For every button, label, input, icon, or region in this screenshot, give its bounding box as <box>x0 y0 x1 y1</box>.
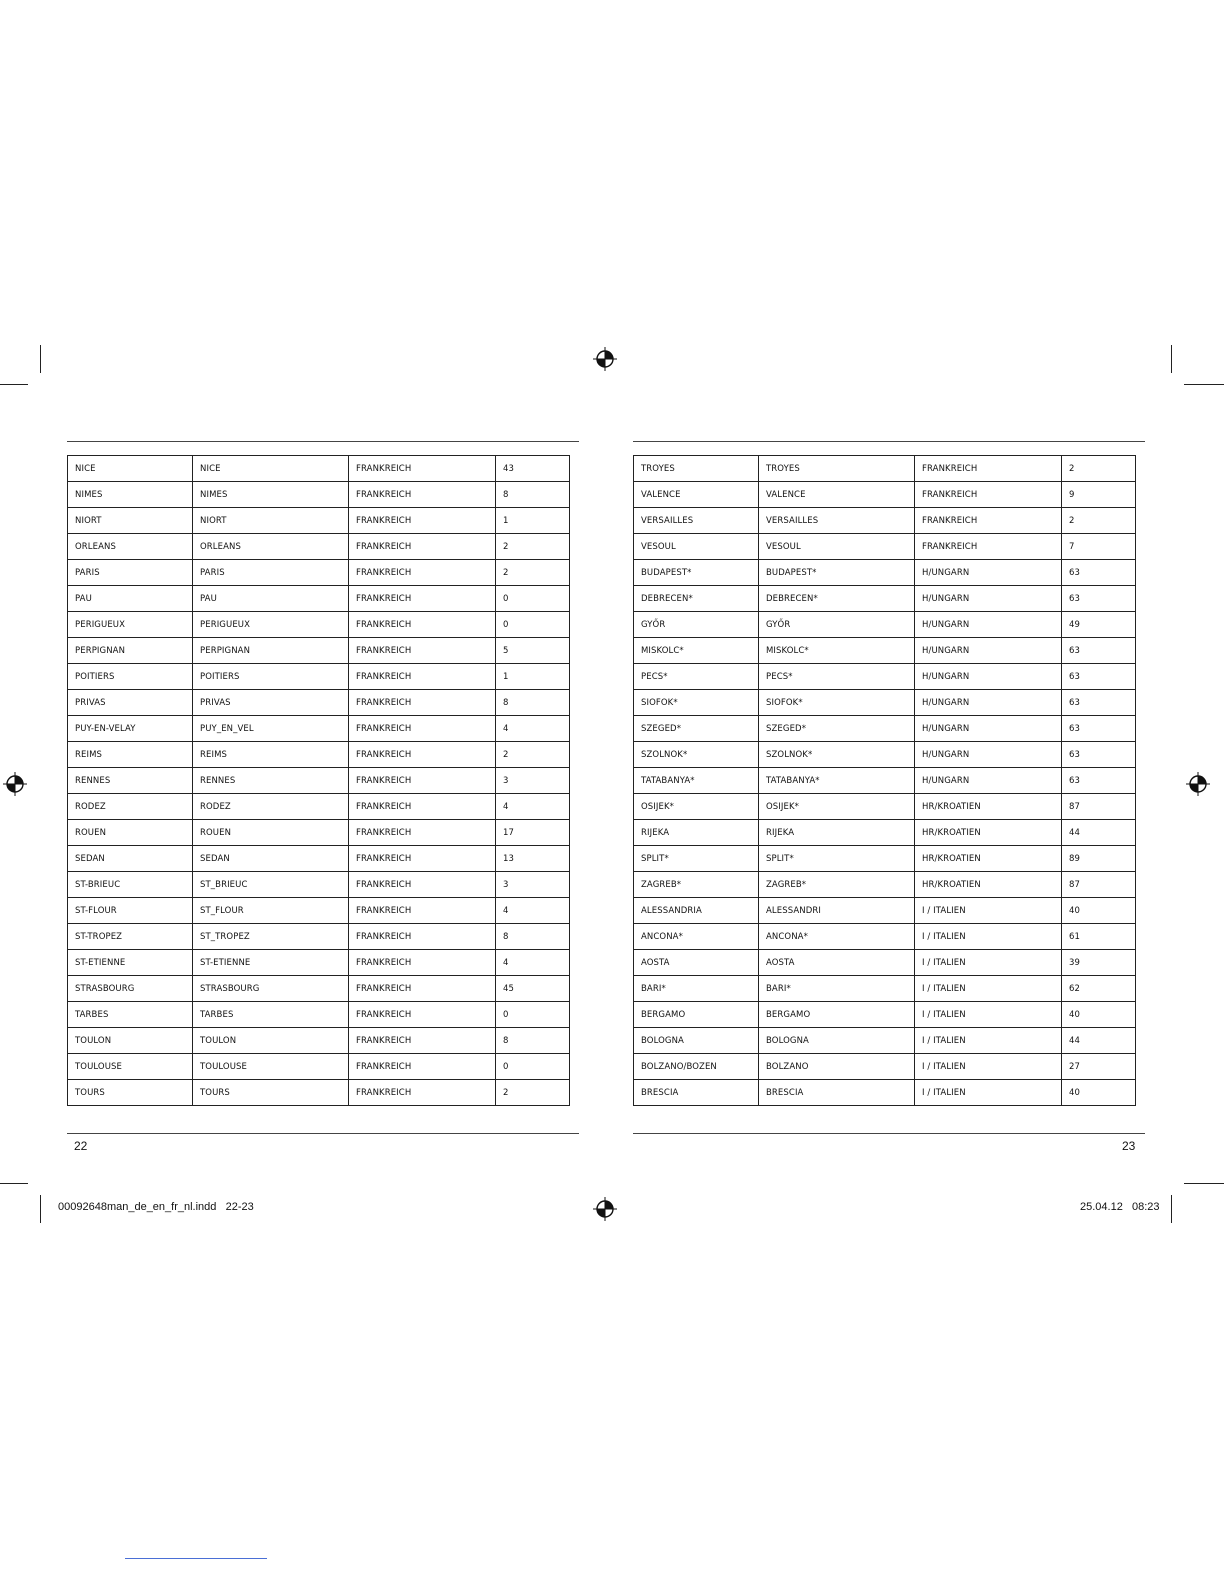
cell-city-name: STRASBOURG <box>68 976 193 1002</box>
cell-city-name: TARBES <box>68 1002 193 1028</box>
cell-value: 8 <box>496 924 570 950</box>
table-row <box>634 456 1136 482</box>
cell-city-name: GYŐR <box>634 612 759 638</box>
cell-city-code: TATABANYA* <box>759 768 915 794</box>
cell-value: 63 <box>1062 586 1136 612</box>
cell-city-name: ST-ETIENNE <box>68 950 193 976</box>
left-city-table <box>67 455 570 1106</box>
cell-country: FRANKREICH <box>349 1054 496 1080</box>
cell-city-name: PERIGUEUX <box>68 612 193 638</box>
cell-city-name: ST-TROPEZ <box>68 924 193 950</box>
cell-value: 1 <box>496 664 570 690</box>
cell-value: 45 <box>496 976 570 1002</box>
cell-city-code: ST_BRIEUC <box>193 872 349 898</box>
table-row <box>634 508 1136 534</box>
table-row <box>634 924 1136 950</box>
table-row <box>68 924 570 950</box>
table-row <box>68 508 570 534</box>
table-row <box>634 612 1136 638</box>
cell-value: 4 <box>496 950 570 976</box>
cell-city-name: BERGAMO <box>634 1002 759 1028</box>
cell-city-name: POITIERS <box>68 664 193 690</box>
cell-city-name: VESOUL <box>634 534 759 560</box>
table-row <box>68 950 570 976</box>
cell-city-name: TROYES <box>634 456 759 482</box>
cell-city-code: NIORT <box>193 508 349 534</box>
cell-city-code: SIOFOK* <box>759 690 915 716</box>
cell-city-code: REIMS <box>193 742 349 768</box>
cell-value: 40 <box>1062 1080 1136 1106</box>
cell-country: I / ITALIEN <box>915 1054 1062 1080</box>
cell-city-code: TARBES <box>193 1002 349 1028</box>
table-row <box>634 820 1136 846</box>
cell-city-code: SPLIT* <box>759 846 915 872</box>
table-row <box>634 1080 1136 1106</box>
cell-country: FRANKREICH <box>349 664 496 690</box>
cell-city-code: BUDAPEST* <box>759 560 915 586</box>
table-row <box>68 846 570 872</box>
cell-city-code: RENNES <box>193 768 349 794</box>
cell-city-code: PAU <box>193 586 349 612</box>
cell-country: FRANKREICH <box>349 1002 496 1028</box>
cell-country: H/UNGARN <box>915 664 1062 690</box>
cell-country: H/UNGARN <box>915 768 1062 794</box>
right-page-top-rule <box>633 441 1145 442</box>
table-row <box>68 664 570 690</box>
table-row <box>68 768 570 794</box>
cell-country: FRANKREICH <box>915 456 1062 482</box>
cell-country: FRANKREICH <box>349 612 496 638</box>
crop-mark-top-right <box>1171 345 1172 373</box>
cell-city-code: PARIS <box>193 560 349 586</box>
cell-city-name: SZOLNOK* <box>634 742 759 768</box>
cell-city-code: OSIJEK* <box>759 794 915 820</box>
cell-value: 87 <box>1062 794 1136 820</box>
cell-city-code: BARI* <box>759 976 915 1002</box>
cell-city-code: PUY_EN_VEL <box>193 716 349 742</box>
table-row <box>634 898 1136 924</box>
cell-value: 1 <box>496 508 570 534</box>
cell-city-code: ORLEANS <box>193 534 349 560</box>
cell-city-name: BOLZANO/BOZEN <box>634 1054 759 1080</box>
table-row <box>634 716 1136 742</box>
table-row <box>68 612 570 638</box>
cell-value: 0 <box>496 1054 570 1080</box>
cell-country: HR/KROATIEN <box>915 794 1062 820</box>
cell-country: FRANKREICH <box>349 1080 496 1106</box>
cell-value: 2 <box>496 742 570 768</box>
right-page-number: 23 <box>1122 1139 1136 1153</box>
cell-country: FRANKREICH <box>349 482 496 508</box>
cell-city-code: BERGAMO <box>759 1002 915 1028</box>
cell-city-code: SEDAN <box>193 846 349 872</box>
cell-country: FRANKREICH <box>915 534 1062 560</box>
cell-value: 2 <box>1062 508 1136 534</box>
table-row <box>634 1028 1136 1054</box>
table-row <box>634 846 1136 872</box>
cell-value: 63 <box>1062 638 1136 664</box>
cell-value: 63 <box>1062 768 1136 794</box>
cell-value: 44 <box>1062 1028 1136 1054</box>
cell-value: 2 <box>1062 456 1136 482</box>
cell-city-code: ROUEN <box>193 820 349 846</box>
cell-value: 40 <box>1062 1002 1136 1028</box>
cell-value: 61 <box>1062 924 1136 950</box>
cell-country: FRANKREICH <box>349 508 496 534</box>
cell-city-name: VERSAILLES <box>634 508 759 534</box>
cell-city-name: NIMES <box>68 482 193 508</box>
cell-value: 0 <box>496 612 570 638</box>
cell-city-name: TOULOUSE <box>68 1054 193 1080</box>
cell-city-name: RIJEKA <box>634 820 759 846</box>
left-page-bottom-rule <box>67 1133 579 1134</box>
cell-city-name: PRIVAS <box>68 690 193 716</box>
cell-country: FRANKREICH <box>349 716 496 742</box>
cell-country: FRANKREICH <box>349 794 496 820</box>
cell-country: H/UNGARN <box>915 560 1062 586</box>
cell-city-name: BOLOGNA <box>634 1028 759 1054</box>
cell-value: 9 <box>1062 482 1136 508</box>
registration-mark-top-icon <box>593 347 617 371</box>
table-row <box>68 638 570 664</box>
cell-city-code: RIJEKA <box>759 820 915 846</box>
cell-value: 63 <box>1062 664 1136 690</box>
cell-value: 43 <box>496 456 570 482</box>
cell-country: FRANKREICH <box>349 456 496 482</box>
cell-city-code: SZEGED* <box>759 716 915 742</box>
cell-value: 17 <box>496 820 570 846</box>
table-row <box>68 872 570 898</box>
registration-mark-left-icon <box>3 772 27 796</box>
cell-value: 63 <box>1062 690 1136 716</box>
cell-city-code: PERIGUEUX <box>193 612 349 638</box>
table-row <box>68 560 570 586</box>
table-row <box>634 482 1136 508</box>
right-page-bottom-rule <box>633 1133 1145 1134</box>
cell-city-code: STRASBOURG <box>193 976 349 1002</box>
cell-city-code: AOSTA <box>759 950 915 976</box>
left-page-top-rule <box>67 441 579 442</box>
cell-value: 7 <box>1062 534 1136 560</box>
table-row <box>68 534 570 560</box>
cell-country: FRANKREICH <box>349 768 496 794</box>
cell-city-code: ANCONA* <box>759 924 915 950</box>
cell-country: H/UNGARN <box>915 612 1062 638</box>
table-row <box>634 768 1136 794</box>
cell-country: I / ITALIEN <box>915 1002 1062 1028</box>
cell-city-name: PARIS <box>68 560 193 586</box>
crop-mark-top-right-h <box>1184 384 1224 385</box>
cell-city-name: SEDAN <box>68 846 193 872</box>
table-row <box>634 638 1136 664</box>
right-city-table <box>633 455 1136 1106</box>
cell-city-code: TOULON <box>193 1028 349 1054</box>
cell-value: 89 <box>1062 846 1136 872</box>
table-row <box>68 586 570 612</box>
cell-value: 63 <box>1062 560 1136 586</box>
cell-city-code: BRESCIA <box>759 1080 915 1106</box>
cell-city-code: MISKOLC* <box>759 638 915 664</box>
cell-value: 4 <box>496 716 570 742</box>
table-row <box>634 742 1136 768</box>
cell-value: 63 <box>1062 716 1136 742</box>
cell-value: 87 <box>1062 872 1136 898</box>
cell-city-name: MISKOLC* <box>634 638 759 664</box>
cell-country: FRANKREICH <box>349 560 496 586</box>
cell-city-code: NICE <box>193 456 349 482</box>
table-row <box>68 1054 570 1080</box>
table-row <box>68 456 570 482</box>
table-row <box>634 664 1136 690</box>
table-row <box>634 534 1136 560</box>
cell-value: 13 <box>496 846 570 872</box>
cell-city-name: ST-FLOUR <box>68 898 193 924</box>
cell-city-name: BUDAPEST* <box>634 560 759 586</box>
cell-city-name: VALENCE <box>634 482 759 508</box>
cell-city-name: OSIJEK* <box>634 794 759 820</box>
cell-country: FRANKREICH <box>915 508 1062 534</box>
cell-value: 8 <box>496 482 570 508</box>
cell-city-code: VESOUL <box>759 534 915 560</box>
cell-country: FRANKREICH <box>915 482 1062 508</box>
cell-city-name: REIMS <box>68 742 193 768</box>
registration-mark-right-icon <box>1186 772 1210 796</box>
crop-mark-bottom-right <box>1171 1195 1172 1223</box>
crop-mark-bottom-left <box>40 1195 41 1223</box>
cell-country: FRANKREICH <box>349 820 496 846</box>
cell-country: H/UNGARN <box>915 586 1062 612</box>
table-row <box>68 742 570 768</box>
cell-city-code: DEBRECEN* <box>759 586 915 612</box>
cell-city-code: GYŐR <box>759 612 915 638</box>
table-row <box>634 950 1136 976</box>
table-row <box>68 898 570 924</box>
cell-value: 4 <box>496 794 570 820</box>
cell-city-name: PERPIGNAN <box>68 638 193 664</box>
table-row <box>68 820 570 846</box>
cell-country: FRANKREICH <box>349 872 496 898</box>
cell-country: H/UNGARN <box>915 742 1062 768</box>
table-row <box>634 976 1136 1002</box>
cell-value: 2 <box>496 560 570 586</box>
cell-city-name: NIORT <box>68 508 193 534</box>
cell-value: 40 <box>1062 898 1136 924</box>
cell-country: FRANKREICH <box>349 846 496 872</box>
cell-city-name: ALESSANDRIA <box>634 898 759 924</box>
cell-value: 2 <box>496 534 570 560</box>
cell-city-code: TROYES <box>759 456 915 482</box>
cell-country: FRANKREICH <box>349 924 496 950</box>
cell-city-name: TOULON <box>68 1028 193 1054</box>
cell-value: 0 <box>496 1002 570 1028</box>
cell-country: H/UNGARN <box>915 638 1062 664</box>
cell-city-name: SIOFOK* <box>634 690 759 716</box>
crop-mark-top-left <box>40 345 41 373</box>
table-row <box>634 794 1136 820</box>
cell-country: FRANKREICH <box>349 638 496 664</box>
cell-country: H/UNGARN <box>915 690 1062 716</box>
crop-mark-bottom-left-h <box>0 1183 28 1184</box>
cell-country: I / ITALIEN <box>915 1028 1062 1054</box>
cell-country: FRANKREICH <box>349 742 496 768</box>
cell-country: FRANKREICH <box>349 534 496 560</box>
cell-country: FRANKREICH <box>349 586 496 612</box>
cell-city-name: NICE <box>68 456 193 482</box>
cell-value: 44 <box>1062 820 1136 846</box>
cell-value: 62 <box>1062 976 1136 1002</box>
cell-city-name: AOSTA <box>634 950 759 976</box>
cell-city-code: ST-ETIENNE <box>193 950 349 976</box>
cell-city-code: POITIERS <box>193 664 349 690</box>
cell-country: HR/KROATIEN <box>915 846 1062 872</box>
cell-city-code: TOURS <box>193 1080 349 1106</box>
cell-country: FRANKREICH <box>349 1028 496 1054</box>
cell-value: 8 <box>496 1028 570 1054</box>
cell-city-code: ST_FLOUR <box>193 898 349 924</box>
table-row <box>634 586 1136 612</box>
cell-city-code: ZAGREB* <box>759 872 915 898</box>
cell-value: 5 <box>496 638 570 664</box>
bottom-link-underline <box>125 1558 267 1559</box>
cell-city-code: PECS* <box>759 664 915 690</box>
cell-city-name: PUY-EN-VELAY <box>68 716 193 742</box>
registration-mark-bottom-icon <box>593 1197 617 1221</box>
table-row <box>68 716 570 742</box>
table-row <box>68 1028 570 1054</box>
cell-city-name: BRESCIA <box>634 1080 759 1106</box>
table-row <box>68 690 570 716</box>
cell-city-code: VALENCE <box>759 482 915 508</box>
cell-city-code: NIMES <box>193 482 349 508</box>
cell-value: 3 <box>496 872 570 898</box>
cell-value: 0 <box>496 586 570 612</box>
cell-city-name: ANCONA* <box>634 924 759 950</box>
cell-city-code: SZOLNOK* <box>759 742 915 768</box>
cell-value: 63 <box>1062 742 1136 768</box>
cell-city-name: ROUEN <box>68 820 193 846</box>
cell-value: 49 <box>1062 612 1136 638</box>
cell-value: 8 <box>496 690 570 716</box>
cell-city-name: TOURS <box>68 1080 193 1106</box>
slug-timestamp: 25.04.12 08:23 <box>1080 1201 1160 1213</box>
cell-city-code: VERSAILLES <box>759 508 915 534</box>
cell-city-code: ST_TROPEZ <box>193 924 349 950</box>
cell-value: 3 <box>496 768 570 794</box>
cell-country: FRANKREICH <box>349 950 496 976</box>
table-row <box>68 794 570 820</box>
cell-city-code: TOULOUSE <box>193 1054 349 1080</box>
cell-city-name: ORLEANS <box>68 534 193 560</box>
left-page-number: 22 <box>74 1139 88 1153</box>
crop-mark-top-left-h <box>0 384 28 385</box>
cell-value: 27 <box>1062 1054 1136 1080</box>
crop-mark-bottom-right-h <box>1184 1183 1224 1184</box>
cell-country: FRANKREICH <box>349 898 496 924</box>
cell-city-code: BOLOGNA <box>759 1028 915 1054</box>
cell-city-name: BARI* <box>634 976 759 1002</box>
cell-city-name: ST-BRIEUC <box>68 872 193 898</box>
cell-value: 4 <box>496 898 570 924</box>
table-row <box>634 1054 1136 1080</box>
table-row <box>634 872 1136 898</box>
table-row <box>634 690 1136 716</box>
table-row <box>634 1002 1136 1028</box>
cell-country: H/UNGARN <box>915 716 1062 742</box>
cell-city-code: PERPIGNAN <box>193 638 349 664</box>
table-row <box>68 1080 570 1106</box>
cell-city-name: SPLIT* <box>634 846 759 872</box>
table-row <box>68 976 570 1002</box>
cell-city-code: PRIVAS <box>193 690 349 716</box>
cell-country: HR/KROATIEN <box>915 872 1062 898</box>
cell-city-name: RODEZ <box>68 794 193 820</box>
cell-city-name: TATABANYA* <box>634 768 759 794</box>
cell-country: I / ITALIEN <box>915 976 1062 1002</box>
cell-city-name: PECS* <box>634 664 759 690</box>
cell-city-name: PAU <box>68 586 193 612</box>
cell-city-name: ZAGREB* <box>634 872 759 898</box>
cell-city-name: SZEGED* <box>634 716 759 742</box>
cell-city-code: BOLZANO <box>759 1054 915 1080</box>
table-row <box>68 482 570 508</box>
cell-country: HR/KROATIEN <box>915 820 1062 846</box>
table-row <box>634 560 1136 586</box>
cell-country: I / ITALIEN <box>915 950 1062 976</box>
cell-city-code: RODEZ <box>193 794 349 820</box>
cell-value: 2 <box>496 1080 570 1106</box>
cell-value: 39 <box>1062 950 1136 976</box>
slug-filename: 00092648man_de_en_fr_nl.indd 22-23 <box>58 1201 254 1213</box>
cell-country: I / ITALIEN <box>915 898 1062 924</box>
cell-city-name: RENNES <box>68 768 193 794</box>
cell-city-code: ALESSANDRI <box>759 898 915 924</box>
cell-country: FRANKREICH <box>349 690 496 716</box>
cell-city-name: DEBRECEN* <box>634 586 759 612</box>
cell-country: FRANKREICH <box>349 976 496 1002</box>
cell-country: I / ITALIEN <box>915 1080 1062 1106</box>
table-row <box>68 1002 570 1028</box>
cell-country: I / ITALIEN <box>915 924 1062 950</box>
